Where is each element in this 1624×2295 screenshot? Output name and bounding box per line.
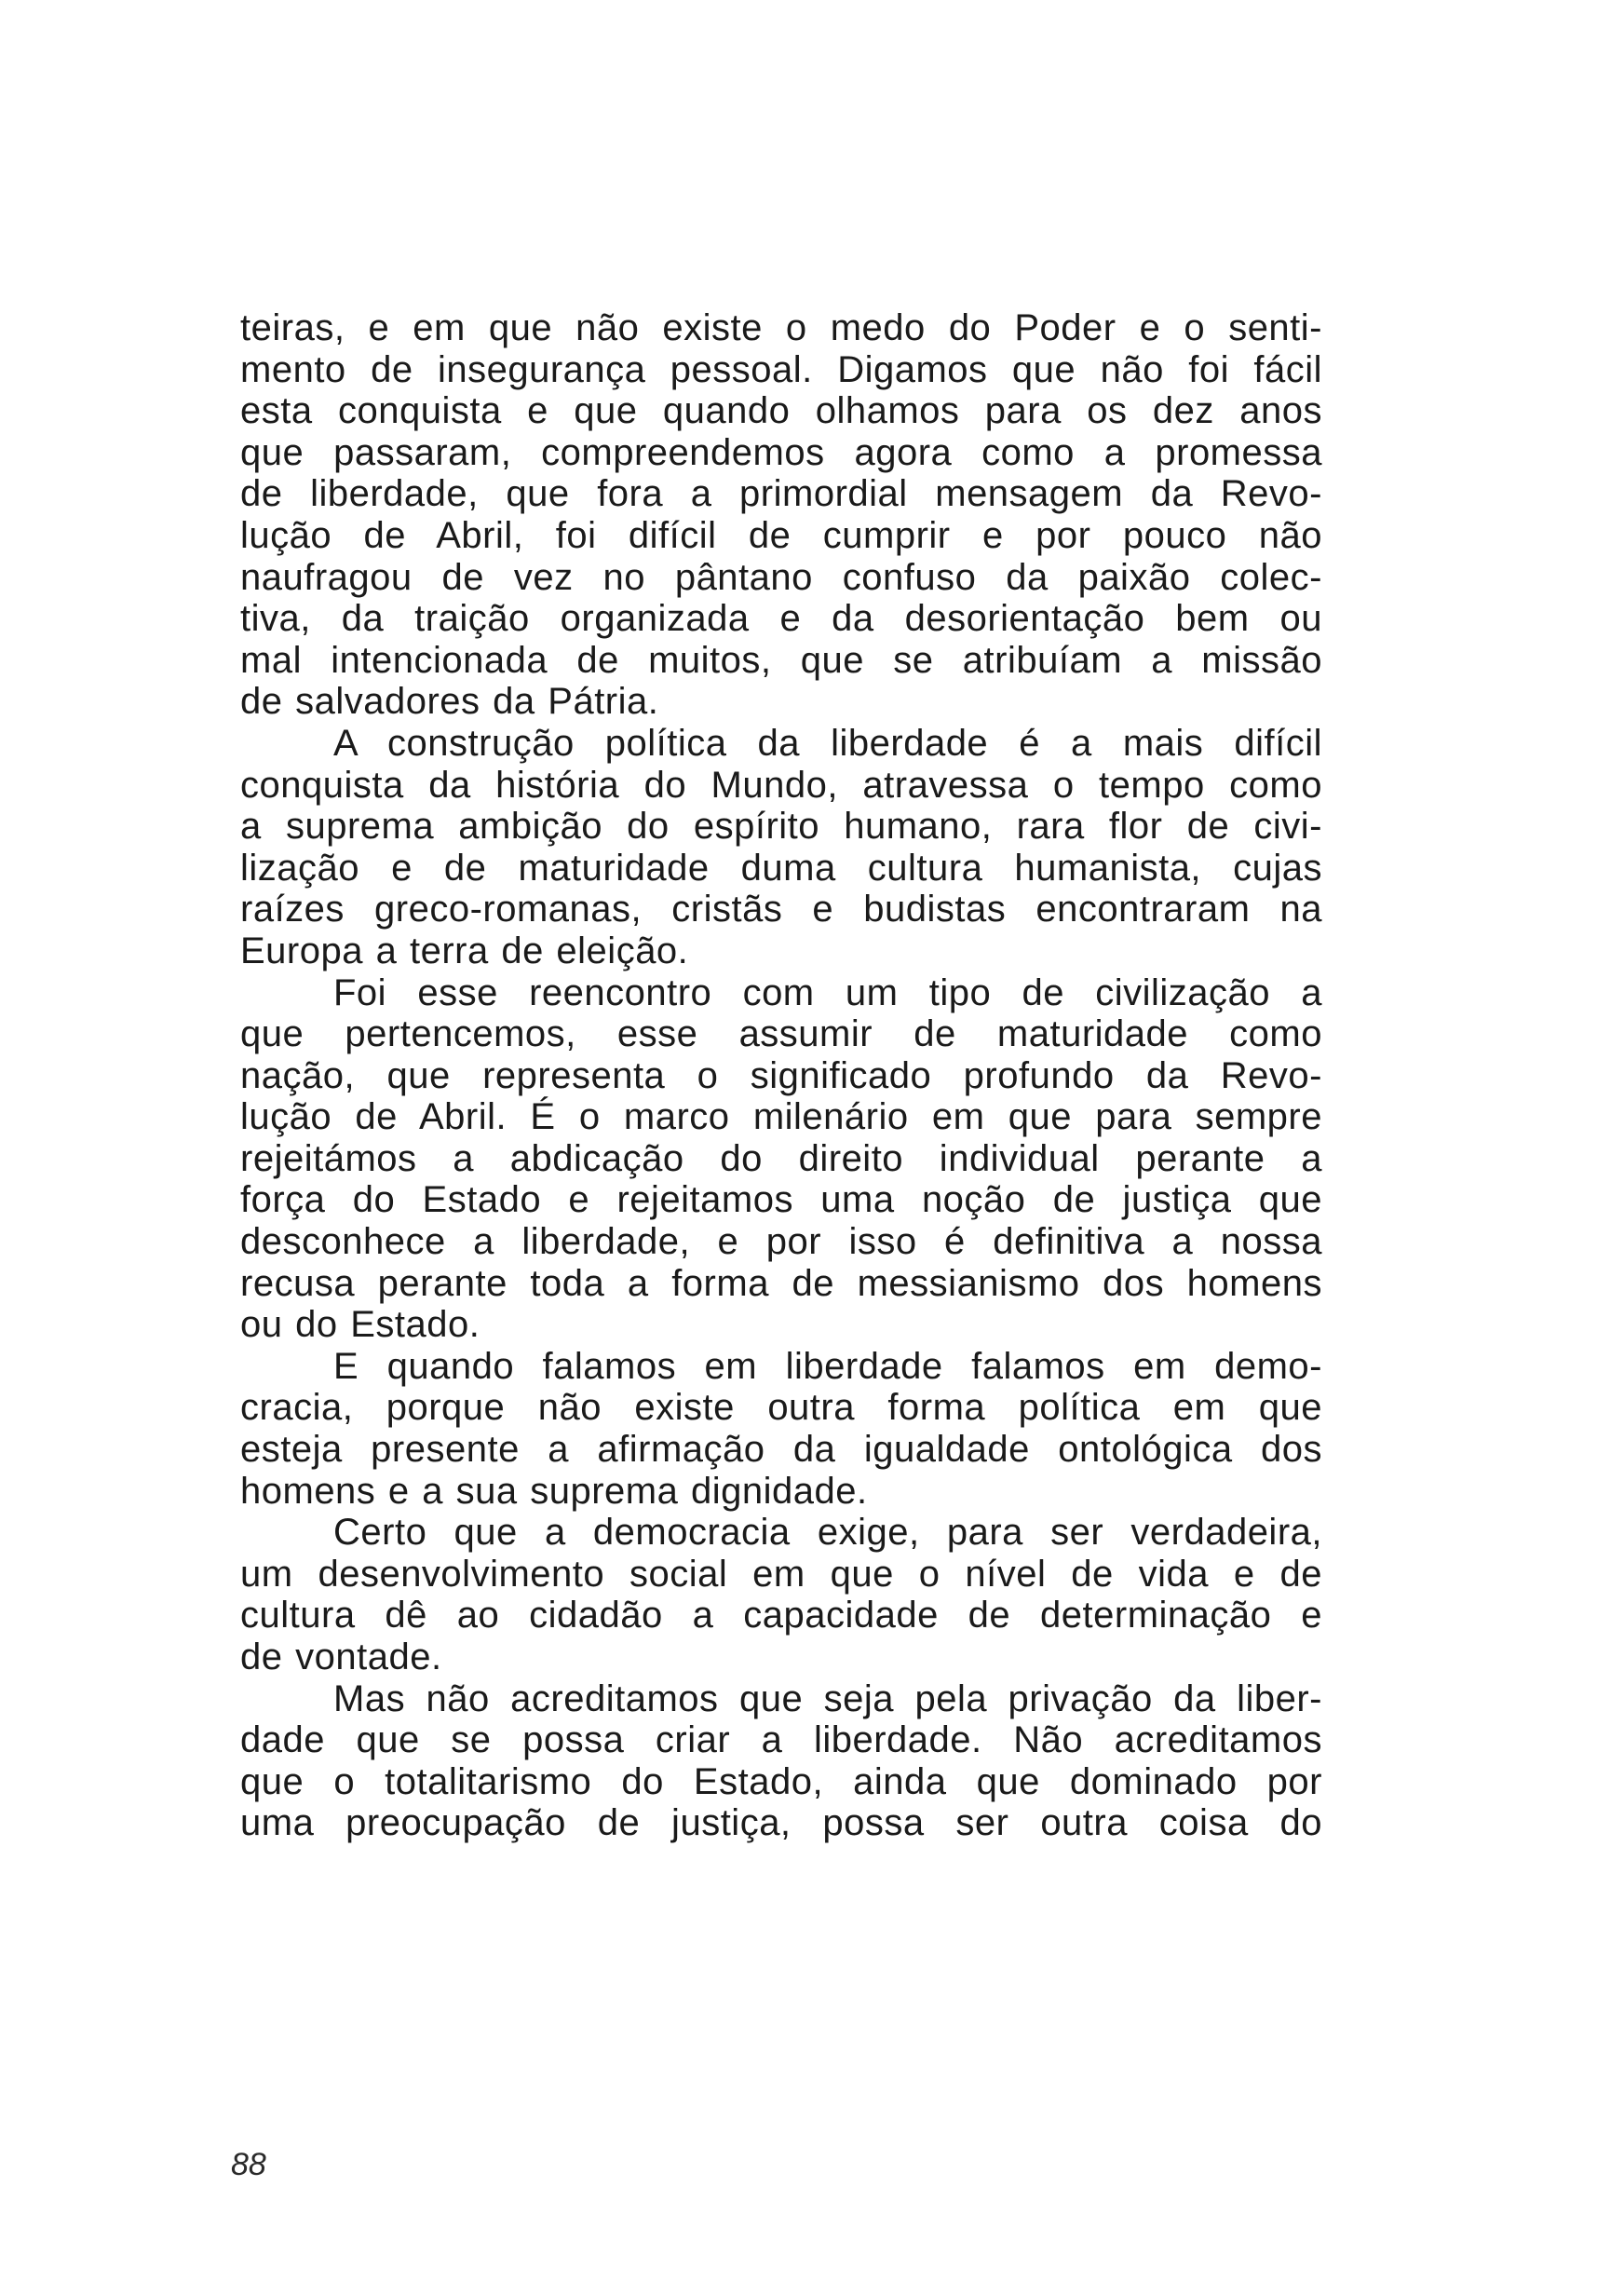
- text-line: que pertencemos, esse assumir de maturidade como: [240, 1013, 1322, 1055]
- text-line: conquista da história do Mundo, atravessa o tempo como: [240, 764, 1322, 806]
- text-line: força do Estado e rejeitamos uma noção de justiça que: [240, 1179, 1322, 1221]
- paragraph-first-line: E quando falamos em liberdade falamos em demo-: [333, 1345, 1322, 1387]
- text-line: de salvadores da Pátria.: [240, 681, 659, 723]
- text-line: ou do Estado.: [240, 1304, 480, 1346]
- text-line: naufragou de vez no pântano confuso da paixão colec-: [240, 556, 1322, 598]
- text-line: cultura dê ao cidadão a capacidade de determinação e: [240, 1595, 1322, 1636]
- text-line: tiva, da traição organizada e da desorientação bem ou: [240, 598, 1322, 640]
- text-line: de vontade.: [240, 1636, 442, 1677]
- text-line: recusa perante toda a forma de messianismo dos homens: [240, 1262, 1322, 1304]
- paragraph-first-line: A construção política da liberdade é a mais difícil: [333, 722, 1322, 764]
- text-line: que o totalitarismo do Estado, ainda que dominado por: [240, 1760, 1322, 1802]
- paragraph-first-line: Mas não acreditamos que seja pela privação da liber-: [333, 1677, 1322, 1719]
- page-number: 88: [231, 2147, 266, 2182]
- text-line: uma preocupação de justiça, possa ser outra coisa do: [240, 1802, 1322, 1844]
- text-line: esteja presente a afirmação da igualdade ontológica dos: [240, 1429, 1322, 1471]
- text-line: cracia, porque não existe outra forma política em que: [240, 1387, 1322, 1429]
- text-line: um desenvolvimento social em que o nível de vida e de: [240, 1553, 1322, 1595]
- text-line: a suprema ambição do espírito humano, rara flor de civi-: [240, 806, 1322, 848]
- text-line: esta conquista e que quando olhamos para os dez anos: [240, 390, 1322, 432]
- text-line: rejeitámos a abdicação do direito individual perante a: [240, 1137, 1322, 1179]
- text-line: lução de Abril. É o marco milenário em que para sempre: [240, 1096, 1322, 1138]
- text-line: dade que se possa criar a liberdade. Não acreditamos: [240, 1719, 1322, 1761]
- text-line: lução de Abril, foi difícil de cumprir e por pouco não: [240, 514, 1322, 556]
- text-line: Europa a terra de eleição.: [240, 930, 689, 971]
- text-line: de liberdade, que fora a primordial mensagem da Revo-: [240, 473, 1322, 515]
- text-line: teiras, e em que não existe o medo do Poder e o senti-: [240, 307, 1322, 348]
- body-text: [240, 307, 1322, 1844]
- paragraph-first-line: Certo que a democracia exige, para ser verdadeira,: [333, 1512, 1322, 1554]
- text-line: homens e a sua suprema dignidade.: [240, 1470, 868, 1512]
- text-line: raízes greco-romanas, cristãs e budistas encontraram na: [240, 889, 1322, 930]
- text-line: nação, que representa o significado profundo da Revo-: [240, 1054, 1322, 1096]
- text-line: mento de insegurança pessoal. Digamos que não foi fácil: [240, 348, 1322, 390]
- text-line: que passaram, compreendemos agora como a promessa: [240, 431, 1322, 473]
- paragraph-first-line: Foi esse reencontro com um tipo de civilização a: [333, 971, 1322, 1013]
- text-line: desconhece a liberdade, e por isso é definitiva a nossa: [240, 1221, 1322, 1263]
- text-line: lização e de maturidade duma cultura humanista, cujas: [240, 847, 1322, 889]
- text-line: mal intencionada de muitos, que se atribuíam a missão: [240, 639, 1322, 681]
